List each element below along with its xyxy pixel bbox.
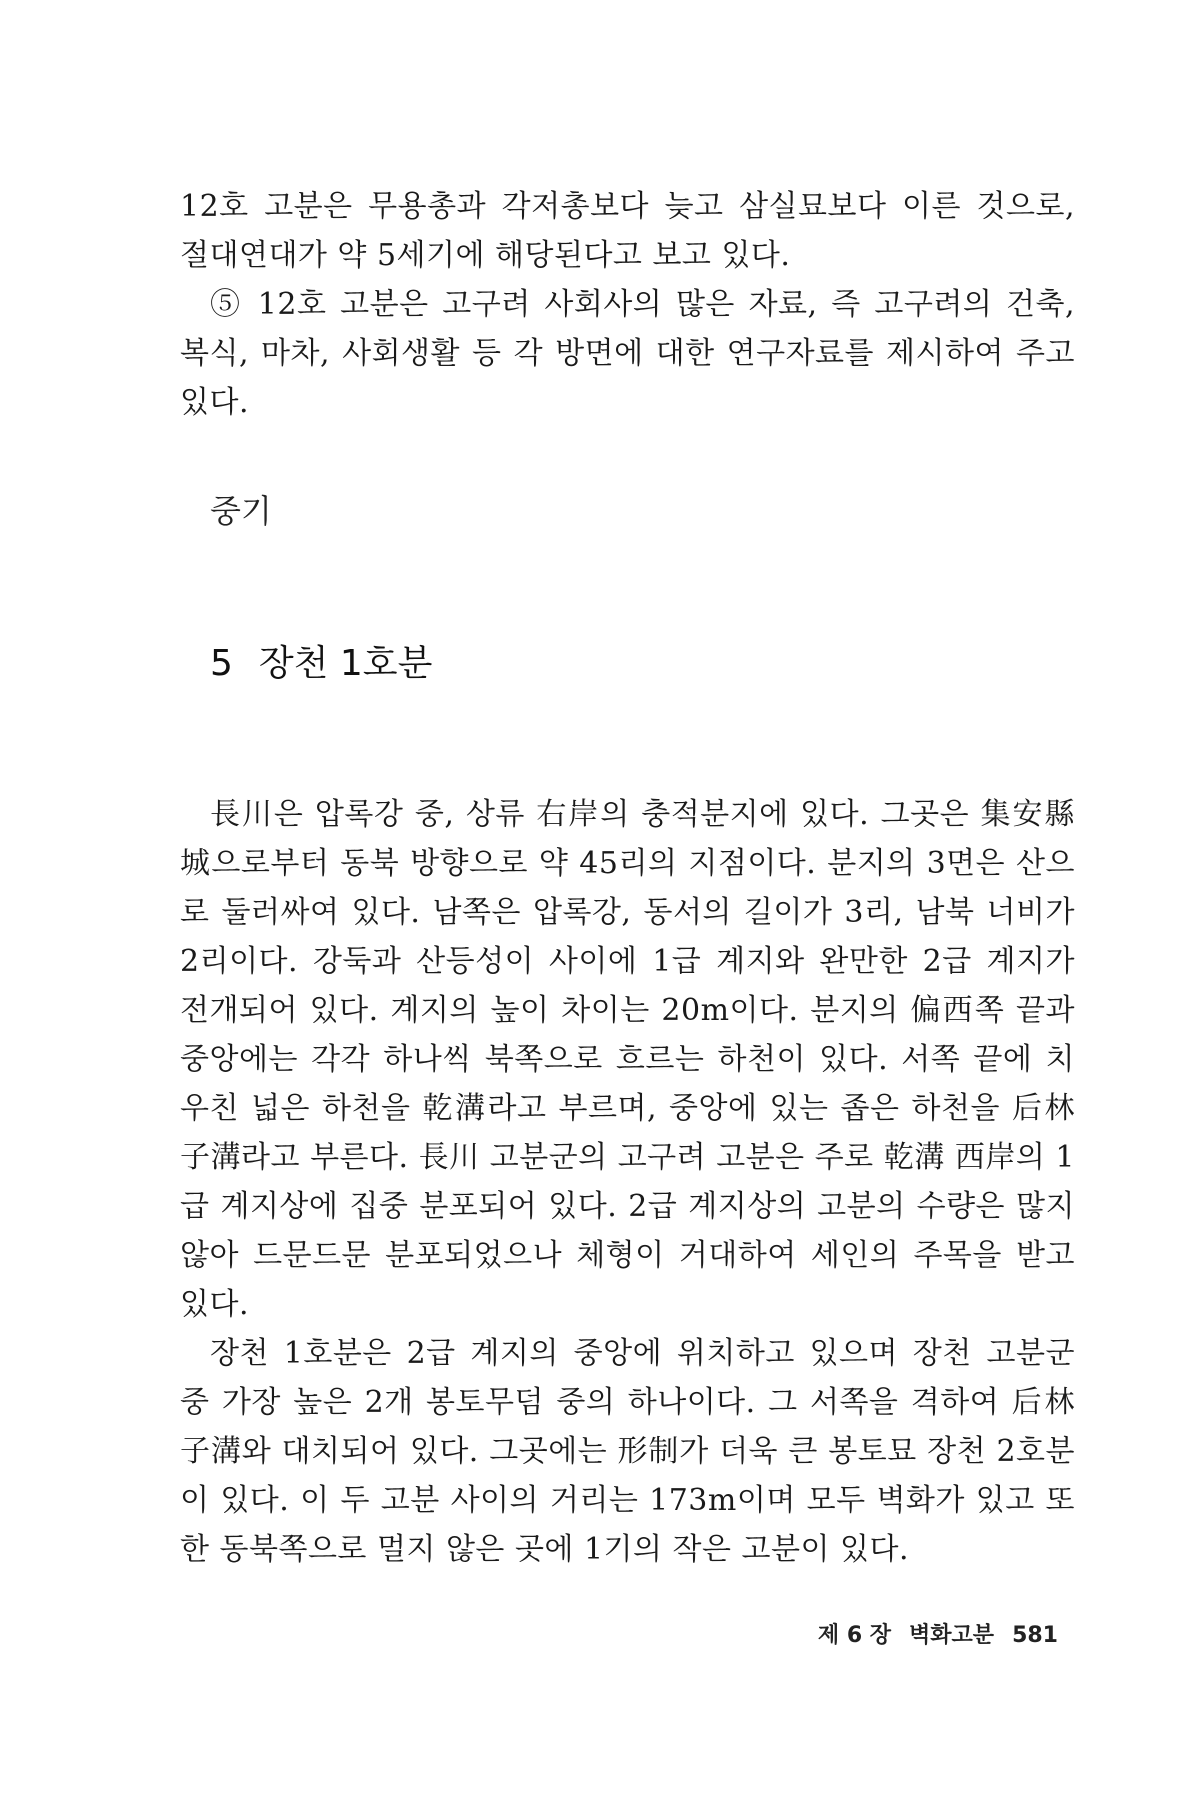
page-number: 581 (1012, 1623, 1058, 1648)
footer-title: 벽화고분 (909, 1623, 995, 1648)
intro-paragraph-2: ⑤ 12호 고분은 고구려 사회사의 많은 자료, 즉 고구려의 건축, 복식, 마차, 사회생활 등 각 방면에 대한 연구자료를 제시하여 주고 있다. (180, 287, 1075, 420)
intro-paragraph-1: 12호 고분은 무용총과 각저총보다 늦고 삼실묘보다 이른 것으로, 절대연대가 약 5세기에 해당된다고 보고 있다. (180, 189, 1075, 273)
chapter-title: 장천 1호분 (258, 643, 433, 684)
body-paragraph-2: 장천 1호분은 2급 계지의 중앙에 위치하고 있으며 장천 고분군 중 가장 높은 2개 봉토무덤 중의 하나이다. 그 서쪽을 격하여 后林子溝와 대치되어 있다. 그곳에는 形制가 더욱 큰 봉토묘 장천 2호분이 있다. 이 두 고분 사이의 거리는 173m이며 모두 벽화가 있고 또한 동북쪽으로 멀지 않은 곳에 1기의 작은 고분이 있다. (180, 1336, 1075, 1567)
chapter-heading (210, 635, 432, 686)
body-text (180, 790, 1075, 1574)
page-footer (818, 1618, 1058, 1649)
intro-text (180, 182, 1075, 427)
section-label: 중기 (210, 492, 272, 530)
footer-chapter: 제 6 장 (817, 1623, 892, 1648)
chapter-number: 5 (210, 643, 233, 684)
body-paragraph-1: 長川은 압록강 중, 상류 右岸의 충적분지에 있다. 그곳은 集安縣城으로부터 동북 방향으로 약 45리의 지점이다. 분지의 3면은 산으로 둘러싸여 있다. 남쪽은 압록강, 동서의 길이가 3리, 남북 너비가 2리이다. 강둑과 산등성이 사이에 1급 계지와 완만한 2급 계지가 전개되어 있다. 계지의 높이 차이는 20m이다. 분지의 偏西쪽 끝과 중앙에는 각각 하나씩 북쪽으로 흐르는 하천이 있다. 서쪽 끝에 치우친 넓은 하천을 乾溝라고 부르며, 중앙에 있는 좁은 하천을 后林子溝라고 부른다. 長川 고분군의 고구려 고분은 주로 乾溝 西岸의 1급 계지상에 집중 분포되어 있다. 2급 계지상의 고분의 수량은 많지 않아 드문드문 분포되었으나 체형이 거대하여 세인의 주목을 받고 있다. (180, 797, 1075, 1322)
